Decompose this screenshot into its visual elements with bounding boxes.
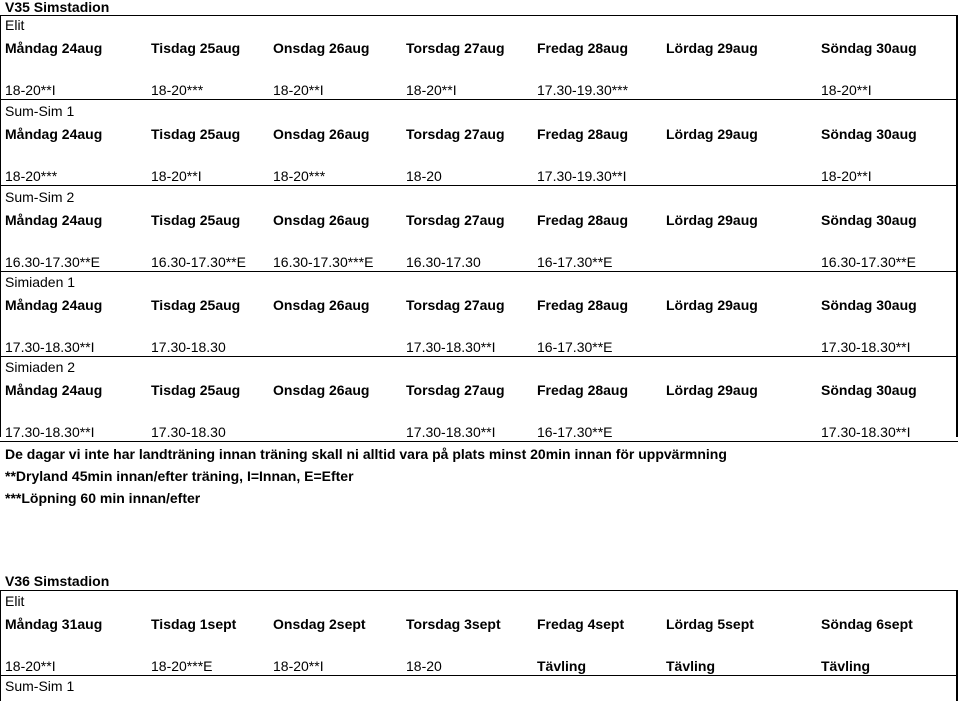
- time-cell: 18-20**I: [821, 82, 872, 98]
- group-name: Simiaden 2: [5, 359, 76, 375]
- time-cell: 17.30-19.30***: [537, 82, 629, 98]
- time-cell: 17.30-18.30**I: [406, 339, 496, 355]
- table-left-border: [0, 15, 1, 437]
- time-cell: 16.30-17.30**E: [821, 254, 916, 270]
- time-cell: 16.30-17.30: [406, 254, 481, 270]
- group-name: Sum-Sim 1: [5, 103, 75, 119]
- day-header: Söndag 30aug: [821, 382, 917, 398]
- group-name: Elit: [5, 17, 25, 33]
- day-header: Torsdag 27aug: [406, 126, 505, 142]
- day-header: Söndag 6sept: [821, 616, 913, 632]
- time-cell: Tävling: [666, 658, 716, 674]
- day-header: Fredag 28aug: [537, 382, 629, 398]
- time-cell: 17.30-18.30**I: [406, 424, 496, 440]
- day-header: Fredag 28aug: [537, 297, 629, 313]
- table-top-border: [0, 590, 958, 591]
- day-header: Fredag 28aug: [537, 126, 629, 142]
- time-cell: 18-20***E: [151, 658, 213, 674]
- day-header: Tisdag 1sept: [151, 616, 237, 632]
- row-separator: [0, 185, 958, 186]
- day-header: Fredag 28aug: [537, 212, 629, 228]
- time-cell: Tävling: [821, 658, 871, 674]
- day-header: Torsdag 3sept: [406, 616, 501, 632]
- row-separator: [0, 356, 958, 357]
- day-header: Lördag 5sept: [666, 616, 754, 632]
- day-header: Måndag 31aug: [5, 616, 103, 632]
- row-separator: [0, 271, 958, 272]
- time-cell: 18-20**I: [5, 658, 56, 674]
- day-header: Lördag 29aug: [666, 40, 758, 56]
- row-separator: [0, 675, 958, 676]
- day-header: Tisdag 25aug: [151, 297, 241, 313]
- time-cell: 18-20**I: [5, 82, 56, 98]
- schedule-note: De dagar vi inte har landträning innan träning skall ni alltid vara på plats minst 20min innan för uppvärmning: [5, 446, 727, 462]
- day-header: Torsdag 27aug: [406, 40, 505, 56]
- day-header: Onsdag 2sept: [273, 616, 366, 632]
- time-cell: 18-20**I: [406, 82, 457, 98]
- time-cell: 18-20: [406, 658, 442, 674]
- time-cell: 18-20***: [273, 168, 326, 184]
- time-cell: 17.30-18.30**I: [821, 339, 911, 355]
- time-cell: 16.30-17.30***E: [273, 254, 374, 270]
- time-cell: 17.30-18.30**I: [5, 424, 95, 440]
- time-cell: 17.30-18.30: [151, 424, 226, 440]
- day-header: Lördag 29aug: [666, 382, 758, 398]
- time-cell: 18-20**I: [821, 168, 872, 184]
- table-top-border: [0, 15, 958, 16]
- day-header: Måndag 24aug: [5, 212, 103, 228]
- time-cell: 16-17.30**E: [537, 424, 613, 440]
- time-cell: 18-20**I: [273, 658, 324, 674]
- time-cell: 18-20***: [151, 82, 204, 98]
- day-header: Lördag 29aug: [666, 297, 758, 313]
- day-header: Söndag 30aug: [821, 40, 917, 56]
- day-header: Söndag 30aug: [821, 297, 917, 313]
- day-header: Onsdag 26aug: [273, 40, 370, 56]
- day-header: Måndag 24aug: [5, 382, 103, 398]
- time-cell: Tävling: [537, 658, 587, 674]
- day-header: Onsdag 26aug: [273, 297, 370, 313]
- group-name: Simiaden 1: [5, 274, 76, 290]
- week-title: V36 Simstadion: [5, 573, 110, 589]
- time-cell: 18-20: [406, 168, 442, 184]
- time-cell: 16.30-17.30**E: [151, 254, 246, 270]
- day-header: Tisdag 25aug: [151, 126, 241, 142]
- time-cell: 16.30-17.30**E: [5, 254, 100, 270]
- time-cell: 18-20**I: [273, 82, 324, 98]
- day-header: Onsdag 26aug: [273, 212, 370, 228]
- day-header: Tisdag 25aug: [151, 382, 241, 398]
- day-header: Fredag 28aug: [537, 40, 629, 56]
- day-header: Fredag 4sept: [537, 616, 625, 632]
- group-name: Elit: [5, 593, 25, 609]
- row-separator: [0, 99, 958, 100]
- schedule-note: ***Löpning 60 min innan/efter: [5, 490, 201, 506]
- day-header: Måndag 24aug: [5, 126, 103, 142]
- time-cell: 17.30-18.30: [151, 339, 226, 355]
- day-header: Söndag 30aug: [821, 126, 917, 142]
- time-cell: 16-17.30**E: [537, 254, 613, 270]
- time-cell: 17.30-19.30**I: [537, 168, 627, 184]
- day-header: Onsdag 26aug: [273, 126, 370, 142]
- day-header: Torsdag 27aug: [406, 297, 505, 313]
- day-header: Lördag 29aug: [666, 126, 758, 142]
- group-name: Sum-Sim 1: [5, 678, 75, 694]
- time-cell: 18-20***: [5, 168, 58, 184]
- day-header: Onsdag 26aug: [273, 382, 370, 398]
- week-title: V35 Simstadion: [5, 0, 110, 15]
- time-cell: 16-17.30**E: [537, 339, 613, 355]
- day-header: Lördag 29aug: [666, 212, 758, 228]
- time-cell: 17.30-18.30**I: [821, 424, 911, 440]
- time-cell: 17.30-18.30**I: [5, 339, 95, 355]
- day-header: Söndag 30aug: [821, 212, 917, 228]
- table-right-border: [956, 15, 958, 437]
- day-header: Tisdag 25aug: [151, 40, 241, 56]
- day-header: Måndag 24aug: [5, 297, 103, 313]
- day-header: Tisdag 25aug: [151, 212, 241, 228]
- time-cell: 18-20**I: [151, 168, 202, 184]
- day-header: Torsdag 27aug: [406, 382, 505, 398]
- day-header: Måndag 24aug: [5, 40, 103, 56]
- group-name: Sum-Sim 2: [5, 189, 75, 205]
- table-right-border: [956, 590, 958, 701]
- day-header: Torsdag 27aug: [406, 212, 505, 228]
- table-left-border: [0, 590, 1, 701]
- row-separator: [0, 441, 958, 442]
- schedule-note: **Dryland 45min innan/efter träning, I=Innan, E=Efter: [5, 468, 354, 484]
